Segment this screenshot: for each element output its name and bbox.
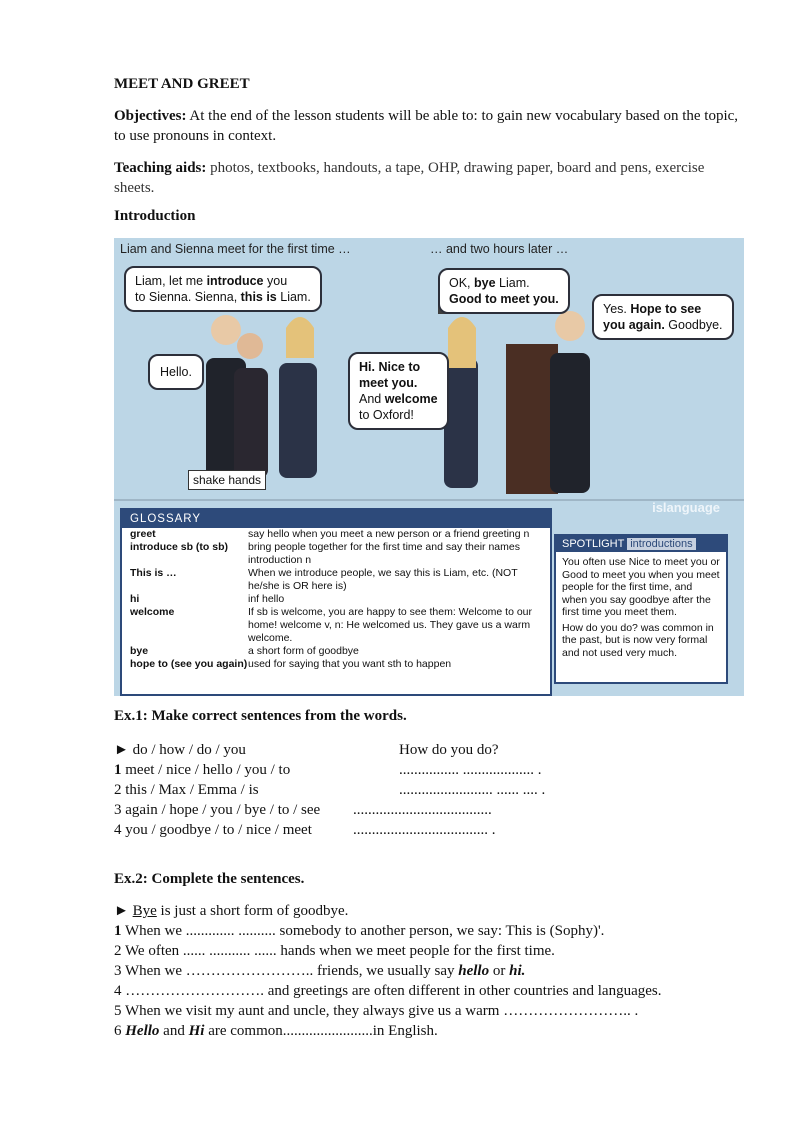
glossary-definition: a short form of goodbye (248, 645, 359, 657)
teaching-aids (114, 158, 746, 198)
bubble-bold: introduce (206, 274, 264, 288)
speech-bubble-introduce (124, 266, 322, 312)
objectives-label: Objectives: (114, 108, 187, 124)
ex1-answer-4: .................................... . (353, 822, 496, 838)
spotlight-subtitle: introductions (627, 538, 695, 550)
ex1-row-1 (114, 760, 290, 780)
ex2-example (114, 901, 348, 921)
speech-bubble-bye (438, 268, 570, 314)
bubble-bold: you again. (603, 318, 665, 332)
bubble-text: And (359, 392, 385, 406)
spotlight-paragraph-1: You often use Nice to meet you or Good to meet you when you meet people for the first time, and when you say goodbye after the first time you meet them. (562, 556, 720, 618)
ex2-sentence-4: 4 ………………………. and greetings are often different in other countries and languages. (114, 983, 662, 999)
ex1-row-3: 3 again / hope / you / bye / to / see (114, 802, 321, 818)
objectives-text: At the end of the lesson students will be able to: to gain new vocabulary based on the topic, to use pronouns in context. (114, 108, 739, 144)
row-number: 6 (114, 1023, 126, 1039)
glossary-definition: inf hello (248, 593, 285, 605)
glossary-title: GLOSSARY (122, 510, 550, 528)
shake-hands-label: shake hands (188, 470, 266, 490)
ex1-answer-example: How do you do? (399, 742, 499, 758)
glossary-term: bye (130, 645, 149, 657)
objectives (114, 106, 746, 146)
glossary-term: This is … (130, 567, 177, 579)
exercise-2-heading: Ex.2: Complete the sentences. (114, 871, 305, 887)
sentence-text: are common........................in English. (204, 1023, 438, 1039)
arrow-marker: ► (114, 903, 133, 919)
bubble-text: you (263, 274, 288, 288)
spotlight-box (554, 534, 728, 684)
introduction-illustration (114, 238, 744, 696)
spotlight-header (556, 536, 726, 552)
teaching-aids-label: Teaching aids: (114, 160, 207, 176)
bubble-text: Liam. (495, 276, 530, 290)
keyword: Hello (125, 1023, 160, 1039)
ex1-row-4: 4 you / goodbye / to / nice / meet (114, 822, 312, 838)
caption-left: Liam and Sienna meet for the first time … (120, 242, 351, 256)
row-number: 1 (114, 923, 122, 939)
sentence-text: or (489, 963, 510, 979)
glossary-definition: bring people together for the first time and say their names introduction n (248, 541, 520, 566)
bubble-text: Yes. (603, 302, 631, 316)
ex1-answer-1: ................ ................... . (399, 762, 542, 778)
example-answer: Bye (132, 903, 157, 919)
bubble-text: to Sienna. Sienna, (135, 290, 241, 304)
speech-bubble-welcome (348, 352, 449, 430)
bubble-text: to Oxford! (359, 408, 414, 422)
sentence-text: When we ............. .......... somebody to another person, we say: This is (Sophy)'. (121, 923, 605, 939)
bubble-bold: Good to meet you. (449, 292, 559, 306)
glossary-term: hope to (see you again) (130, 658, 248, 670)
glossary-row (122, 658, 550, 671)
keyword: Hi (188, 1023, 205, 1039)
glossary-definition: When we introduce people, we say this is Liam, etc. (NOT he/she is OR here is) (248, 567, 518, 592)
introduction-heading: Introduction (114, 208, 196, 224)
speech-bubble-hope (592, 294, 734, 340)
ex1-answer-2: ......................... ...... .... . (399, 782, 546, 798)
keyword: hi. (509, 963, 526, 979)
bubble-text: Liam. (276, 290, 311, 304)
exercise-1-heading: Ex.1: Make correct sentences from the words. (114, 708, 407, 724)
keyword: hello (458, 963, 490, 979)
bubble-bold: Hope to see (630, 302, 702, 316)
ex2-sentence-2: 2 We often ...... ........... ...... hands when we meet people for the first time. (114, 943, 555, 959)
ex1-answer-3: ..................................... (353, 802, 492, 818)
spotlight-paragraph-2: How do you do? was common in the past, but is now very formal and not used very much. (562, 621, 714, 659)
sentence-text: and (159, 1023, 189, 1039)
ex2-sentence-1 (114, 921, 604, 941)
sentence-text: 3 When we …………………….. friends, we usually say (114, 963, 459, 979)
glossary-term: greet (130, 528, 156, 540)
glossary-list (122, 528, 550, 671)
caption-right: … and two hours later … (430, 242, 569, 256)
glossary-row (122, 593, 550, 606)
glossary-row (122, 567, 550, 593)
spotlight-text (556, 552, 726, 663)
ex1-row-example: ► do / how / do / you (114, 742, 246, 758)
bubble-bold: Hi. Nice to (359, 360, 421, 374)
bubble-bold: meet you. (359, 376, 418, 390)
glossary-box (120, 508, 552, 696)
glossary-definition: If sb is welcome, you are happy to see them: Welcome to our home! welcome v, n: He welcomed us. They gave us a warm welcome. (248, 606, 533, 644)
glossary-row (122, 541, 550, 567)
row-words: meet / nice / hello / you / to (121, 762, 291, 778)
bubble-text: Liam, let me (135, 274, 207, 288)
glossary-row (122, 645, 550, 658)
glossary-definition: used for saying that you want sth to happen (248, 658, 452, 670)
teaching-aids-text: photos, textbooks, handouts, a tape, OHP, drawing paper, board and pens, exercise sheets. (114, 160, 705, 196)
spotlight-title: SPOTLIGHT (562, 538, 625, 550)
bubble-bold: welcome (384, 392, 438, 406)
ex2-sentence-5: 5 When we visit my aunt and uncle, they always give us a warm …………………….. . (114, 1003, 639, 1019)
sentence-text: is just a short form of goodbye. (156, 903, 349, 919)
bubble-text: Goodbye. (664, 318, 723, 332)
page-title: MEET AND GREET (114, 76, 250, 92)
glossary-row (122, 606, 550, 645)
glossary-term: hi (130, 593, 140, 605)
bubble-text: OK, (449, 276, 475, 290)
bubble-bold: bye (474, 276, 496, 290)
glossary-term: introduce sb (to sb) (130, 541, 228, 553)
row-number: 1 (114, 762, 122, 778)
ex2-sentence-3 (114, 961, 525, 981)
glossary-row (122, 528, 550, 541)
glossary-definition: say hello when you meet a new person or a friend greeting n (248, 528, 530, 540)
bubble-bold: this is (240, 290, 277, 304)
watermark-logo: islanguage (652, 500, 720, 515)
glossary-term: welcome (130, 606, 175, 618)
ex1-row-2: 2 this / Max / Emma / is (114, 782, 259, 798)
speech-bubble-hello: Hello. (148, 354, 204, 390)
ex2-sentence-6 (114, 1021, 438, 1041)
